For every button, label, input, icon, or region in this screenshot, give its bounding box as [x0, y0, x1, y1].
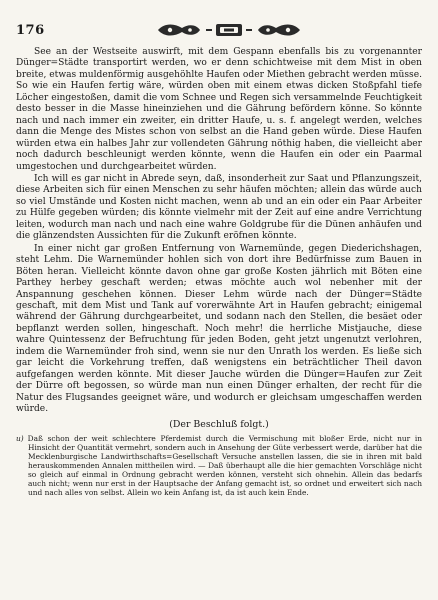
page-header [16, 22, 422, 38]
paragraph-1: See an der Westseite auswirft, mit dem Gespann ebenfalls bis zu vorgenannter Dünger=Städte transportirt werden, wo er denn schichtweise mit dem Mist in oben breite, etwas muldenförmig ausgehöhlte Haufen oder Miethen gebracht werden müsse. So wie ein Haufen fertig wäre, würden oben mit einem etwas dicken Stoßpfahl tiefe Löcher eingestoßen, damit die vom Schnee und Regen sich versammelnde Feuchtigkeit desto besser in die Masse hineinziehen und die Gährung befördern könne. So könnte nach und nach immer ein zweiter, ein dritter Haufe, u. s. f. angelegt werden, welches dann die Menge des Mistes schon von selbst an die Hand geben würde. Diese Haufen würden etwa ein halbes Jahr zur vollendeten Gährung nöthig haben, die vielleicht aber noch dadurch beschleunigt werden könnte, wenn die Haufen ein oder ein Paarmal umgestochen und durchgearbeitet würden. [16, 47, 422, 172]
footnote [16, 434, 422, 497]
page-number: 176 [16, 22, 45, 38]
body-text [16, 47, 422, 416]
paragraph-3: In einer nicht gar großen Entfernung von Warnemünde, gegen Diederichshagen, steht Lehm. Die Warnemünder hohlen sich von dort ihre Bedürfnisse zum Bauen in Böten heran. Vielleicht könnte davon ohne gar große Kosten jährlich mit Böten eine Parthey herbey geschaft werden; etwas möchte auch wol nebenher mit der Anspannung geschehen können. Dieser Lehm würde nach der Dünger=Städte geschaft, mit dem Mist und Tank auf vorerwähnte Art in Haufen gebracht; einigemal während der Gährung durchgearbeitet, und sodann nach den Stellen, die besäet oder bepflanzt werden sollen, hingeschaft. Noch mehr! die herrliche Mistjauche, diese wahre Quintessenz der Befruchtung für jeden Boden, geht jetzt ungenutzt verlohren, indem die Warnemünder froh sind, wenn sie nur den Unrath los werden. Es ließe sich gar leicht die Vorkehrung treffen, daß wenigstens ein beträchtlicher Theil davon aufgefangen werden könnte. Mit dieser Jauche würden die Dünger=Haufen zur Zeit der Dürre oft begossen, so würde man nun einen Dünger erhalten, der recht für die Natur des Flugsandes geeignet wäre, und wodurch er gleichsam umgeschaffen werden würde. [16, 243, 422, 415]
paragraph-2: Ich will es gar nicht in Abrede seyn, daß, insonderheit zur Saat und Pflanzungszeit, diese Arbeiten sich für einen Menschen zu sehr häufen möchten; allein das würde auch so viel Umstände und Kosten nicht machen, wenn ab und an ein oder ein Paar Arbeiter zu Hülfe gegeben würden; dis könnte vielmehr mit der Zeit auf eine andre Verrichtung leiten, wodurch man nach und nach eine wahre Goldgrube für die Dünen anhäufen und die glänzendsten Aussichten für die Zukunft eröfnen könnte. [16, 173, 422, 242]
continued-note: (Der Beschluß folgt.) [169, 418, 269, 430]
footnote-marker: u) [16, 433, 24, 443]
header-ornament-icon [154, 22, 304, 38]
footnote-text: Daß schon der weit schlechtere Pferdemist durch die Vermischung mit bloßer Erde, nicht nur in Hinsicht der Quantität vermehrt, sondern auch in Ansehung der Güte verbessert werde, darüber hat die Mecklenburgische Landwirthschafts=Gesellschaft Versuche anstellen lassen, die sie in ihren mit bald herauskommenden Annalen mittheilen wird. — Daß überhaupt alle die hier gemachten Vorschläge nicht so gleich auf einmal in Ordnung gebracht werden können, versteht sich ohnehin. Allein das bedarfs auch nicht; wenn nur erst in der Hauptsache der Anfang gemacht ist, so ordnet und erweitert sich nach und nach alles von selbst. Allein wo kein Anfang ist, da ist auch kein Ende. [27, 433, 422, 497]
